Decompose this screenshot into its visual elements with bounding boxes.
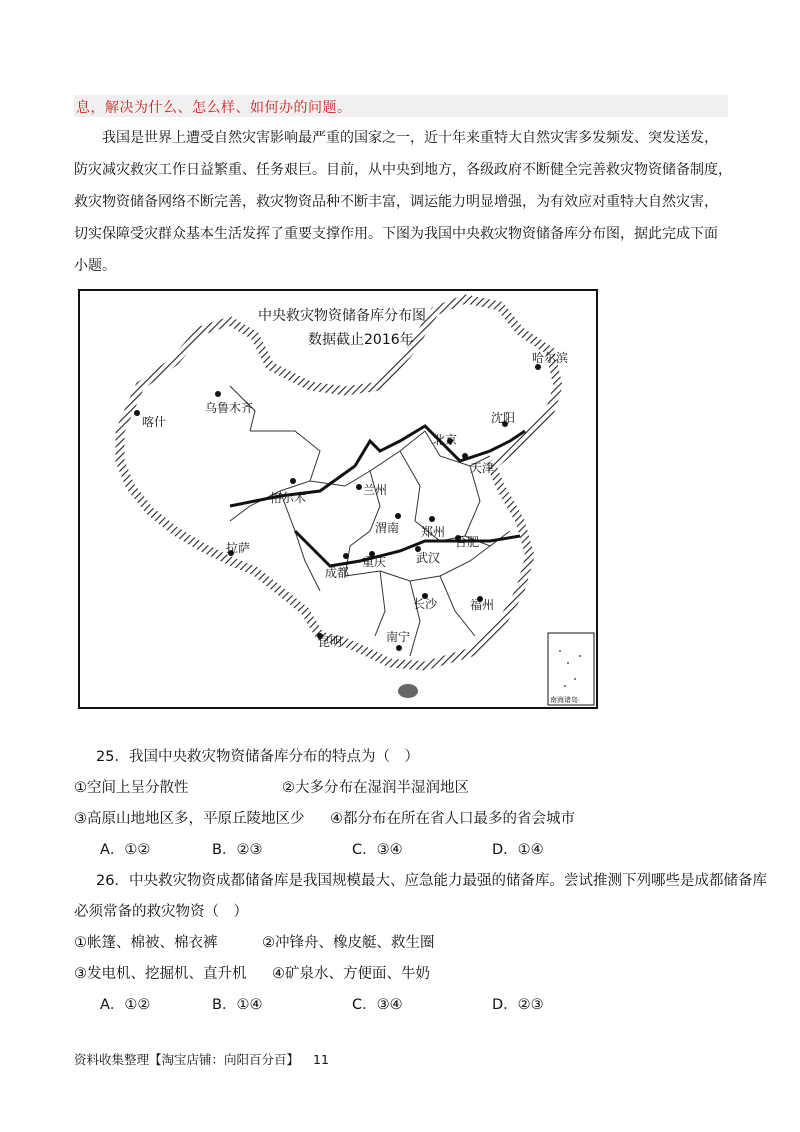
q25-opt2: ②大多分布在湿润半湿润地区 (282, 780, 469, 796)
q26-opt4: ④矿泉水、方便面、牛奶 (272, 966, 430, 982)
q25-answer-c: C．③④ (352, 842, 403, 858)
q25-opt4: ④都分布在所在省人口最多的省会城市 (330, 811, 575, 827)
q26-answer-b: B．①④ (212, 997, 263, 1013)
city-label: 长沙 (413, 597, 438, 611)
intro-line-3: 救灾物资储备网络不断完善，救灾物资品种不断丰富，调运能力明显增强，为有效应对重特大自然灾害， (74, 194, 718, 210)
city-label: 天津 (470, 461, 495, 475)
intro-line-2: 防灾减灾救灾工作日益繁重、任务艰巨。目前，从中央到地方，各级政府不断健全完善救灾物资储备制度， (74, 162, 732, 178)
q26-answer-c: C．③④ (352, 997, 403, 1013)
q25-answer-b: B．②③ (212, 842, 263, 858)
city-label: 沈阳 (491, 411, 516, 425)
map-title: 中央救灾物资储备库分布图 (258, 308, 426, 324)
page-number: 11 (313, 1052, 329, 1067)
q25-opt1: ①空间上呈分散性 (74, 780, 189, 796)
intro-line-1: 我国是世界上遭受自然灾害影响最严重的国家之一，近十年来重特大自然灾害多发频发、突发送发， (102, 130, 718, 146)
q26-opt3: ③发电机、挖掘机、直升机 (74, 966, 247, 982)
q26-opt2: ②冲锋舟、橡皮艇、救生圈 (262, 935, 435, 951)
inset-label: 南海诸岛 (550, 696, 578, 704)
city-label: 成都 (325, 566, 350, 580)
intro-line-5: 小题。 (74, 258, 116, 274)
q25-stem: 25．我国中央救灾物资储备库分布的特点为（ ） (96, 749, 419, 765)
city-label: 乌鲁木齐 (205, 401, 254, 415)
city-label: 渭南 (375, 521, 400, 535)
city-label: 喀什 (142, 415, 167, 429)
city-label: 哈尔滨 (532, 351, 569, 365)
map-subtitle: 数据截止2016年 (308, 332, 414, 348)
city-label: 合肥 (455, 535, 480, 549)
q26-answer-d: D．②③ (492, 997, 544, 1013)
city-label: 昆明 (318, 635, 343, 649)
reserve-map (78, 289, 598, 709)
q25-answer-a: A．①② (100, 842, 151, 858)
city-label: 北京 (433, 433, 458, 447)
footer-text: 资料收集整理【淘宝店铺：向阳百分百】 (74, 1052, 300, 1067)
footer (74, 1050, 329, 1068)
city-label: 武汉 (416, 551, 441, 565)
q26-answer-a: A．①② (100, 997, 151, 1013)
q26-stem-line2: 必须常备的救灾物资（ ） (74, 904, 248, 920)
hainan-island (398, 684, 418, 698)
city-label: 拉萨 (226, 541, 251, 555)
banner-text: 息，解决为什么、怎么样、如何办的问题。 (76, 100, 352, 116)
city-label: 南宁 (386, 630, 411, 644)
q26-stem-line1: 26．中央救灾物资成都储备库是我国规模最大、应急能力最强的储备库。尝试推测下列哪些是成都储备库 (96, 873, 767, 889)
city-label: 兰州 (363, 483, 388, 497)
city-label: 格尔木 (270, 491, 307, 505)
city-label: 福州 (470, 598, 495, 612)
q26-opt1: ①帐篷、棉被、棉衣裤 (74, 935, 218, 951)
intro-line-4: 切实保障受灾群众基本生活发挥了重要支撑作用。下图为我国中央救灾物资储备库分布图，据此完成下面 (74, 226, 718, 242)
q25-answer-d: D．①④ (492, 842, 544, 858)
city-label: 郑州 (421, 525, 446, 539)
q25-opt3: ③高原山地地区多，平原丘陵地区少 (74, 811, 305, 827)
city-label: 重庆 (362, 555, 387, 569)
